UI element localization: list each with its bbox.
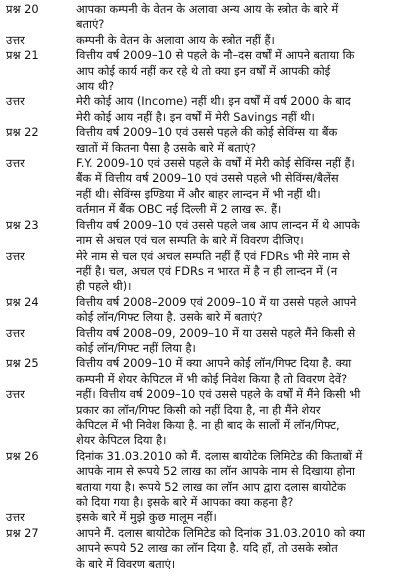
entry-label: उत्तर [6,248,25,263]
text-line: आपने रूपये 52 लाख का लॉन दिया है. यदि हाँ, तो उसके स्त्रोत [76,541,338,556]
answer-entry [6,156,412,218]
entry-label: प्रश्न 26 [6,448,39,463]
text-line: शेयर केपिटल दिया है। [76,433,167,448]
text-line: के बारे में विवरण बताएं। [76,556,176,571]
entry-text [76,156,412,218]
question-entry [6,125,412,156]
text-line: कम्पनी में शेयर केपिटल में भी कोई निवेश किया है तो विवरण देवें? [76,371,348,386]
entry-label: प्रश्न 22 [6,125,39,140]
entry-label: उत्तर [6,510,25,525]
entry-text [76,449,412,511]
text-line: कोई लॉन/गिफ्ट लिया है. उसके बारे में बताएं? [76,310,263,325]
text-line: बताया गया है। रूपये 52 लाख का लॉन आप द्वारा दलास बायोटेक [76,479,346,494]
answer-entry [6,94,412,125]
entry-label: प्रश्न 23 [6,217,39,232]
entry-text [76,387,412,449]
text-line: ही पहले थी)। [76,279,132,294]
answer-entry [6,249,412,295]
text-line: इसके बारे में मुझे कुछ मालूम नहीं। [76,510,217,525]
question-entry [6,356,412,387]
entry-label: उत्तर [6,32,25,47]
text-line: वित्तीय वर्ष 2009–10 में क्या आपने कोई लॉन/गिफ्ट दिया है. क्या [76,356,352,371]
answer-entry [6,387,412,449]
text-line: बैंक में वित्तीय वर्ष 2009–10 एवं उससे पहले भी सेविंग्स/बैलेंस [76,171,339,186]
text-line: वित्तीय वर्ष 2008–2009 एवं 2009–10 में या उससे पहले आपने [76,294,357,309]
entry-label: उत्तर [6,156,25,171]
question-entry [6,526,412,572]
question-entry [6,218,412,249]
entry-text [76,33,412,48]
entry-text [76,218,412,249]
entry-text [76,295,412,326]
text-line: वर्तमान में बैंक OBC नई दिल्ली में 2 लाख रू. हैं। [76,202,282,217]
entry-text [76,326,412,357]
question-entry [6,2,412,33]
entry-label: उत्तर [6,325,25,340]
answer-entry [6,33,412,48]
text-line: आपके नाम से रूपये 52 लाख का लॉन आपके नाम से दिखाया होना [76,464,355,479]
text-line: नहीं है। चल, अचल एवं FDRs न भारत में है न ही लान्दन में (न [76,263,338,278]
text-line: नहीं। वित्तीय वर्ष 2009–10 एवं उससे पहले के वर्षों में मैंने किसी भी [76,387,361,402]
text-line: कोई लॉन/गिफ्ट नहीं लिया है। [76,340,196,355]
entry-text [76,2,412,33]
answer-entry [6,510,412,525]
entry-label: प्रश्न 21 [6,48,39,63]
text-line: वित्तीय वर्ष 2009–10 से पहले के नौ–दस वर्षों में आपने बताया कि [76,48,355,63]
question-entry [6,48,412,94]
text-line: प्रकार का लॉन/गिफ्ट किसी को नहीं दिया है, ना ही मैंने शेयर [76,402,321,417]
text-line: वित्तीय वर्ष 2009–10 एवं उससे पहले की कोई सेविंग्स या बैंक [76,125,338,140]
text-line: को दिया गया है। इसके बारे में आपका क्या कहना है? [76,495,294,509]
text-line: आय थी? [76,79,115,94]
entry-text [76,526,412,572]
text-line: आप कोई कार्य नहीं कर रहे थे तो क्या इन वर्षों में आपकी कोई [76,63,331,78]
answer-entry [6,326,412,357]
text-line: मेरी कोई आय नहीं है। इन वर्षों में मेरी Savings नहीं थी। [76,109,315,124]
entry-text [76,249,412,295]
entry-label: प्रश्न 25 [6,356,39,371]
entry-text [76,48,412,94]
text-line: नाम से अचल एवं चल सम्पति के बारे में विवरण दीजिए। [76,233,304,248]
text-line: वित्तीय वर्ष 2009–10 एवं उससे पहले जब आप लान्दन में थे आपके [76,217,360,232]
entry-text [76,94,412,125]
entry-label: प्रश्न 27 [6,525,39,540]
text-line: मेरे नाम से चल एवं अचल सम्पति नहीं हैं एवं FDRs भी मेरे नाम से [76,248,350,263]
entry-label: प्रश्न 24 [6,294,39,309]
entry-text [76,356,412,387]
text-line: वित्तीय वर्ष 2008–09, 2009–10 में या उससे पहले मैंने किसी से [76,325,356,340]
question-entry [6,449,412,511]
text-line: दिनांक 31.03.2010 को मैं. दलास बायोटेक लिमिटेड की किताबों में [76,448,363,463]
text-line: खातों में कितना पैसा है उसके बारे में बताएं? [76,140,257,155]
entry-text [76,125,412,156]
text-line: नहीं थी। सेविंग्स इण्डिया में और बाहर लान्दन में भी नहीं थी। [76,186,321,201]
entry-label: प्रश्न 20 [6,2,39,16]
text-line: कम्पनी के वेतन के अलावा आय के स्त्रोत नहीं हैं। [76,32,275,47]
entry-label: उत्तर [6,387,25,402]
question-entry [6,295,412,326]
text-line: आपका कम्पनी के वेतन के अलावा अन्य आय के स्त्रोत के बारे में [76,2,339,16]
text-line: F.Y. 2009-10 एवं उससे पहले के वर्षों में मेरी कोई सेविंग्स नहीं हैं। [76,156,355,171]
text-line: आपने मैं. दलास बायोटेक लिमिटेड को दिनांक 31.03.2010 को क्या [76,525,365,540]
text-line: केपिटल में भी निवेश किया है. ना ही बाद के सालों में लॉन/गिफ्ट, [76,417,340,432]
entry-label: उत्तर [6,94,25,109]
entry-text [76,510,412,525]
text-line: बताएं? [76,17,105,32]
text-line: मेरी कोई आय (Income) नहीं थी। इन वर्षों में वर्ष 2000 के बाद [76,94,351,109]
